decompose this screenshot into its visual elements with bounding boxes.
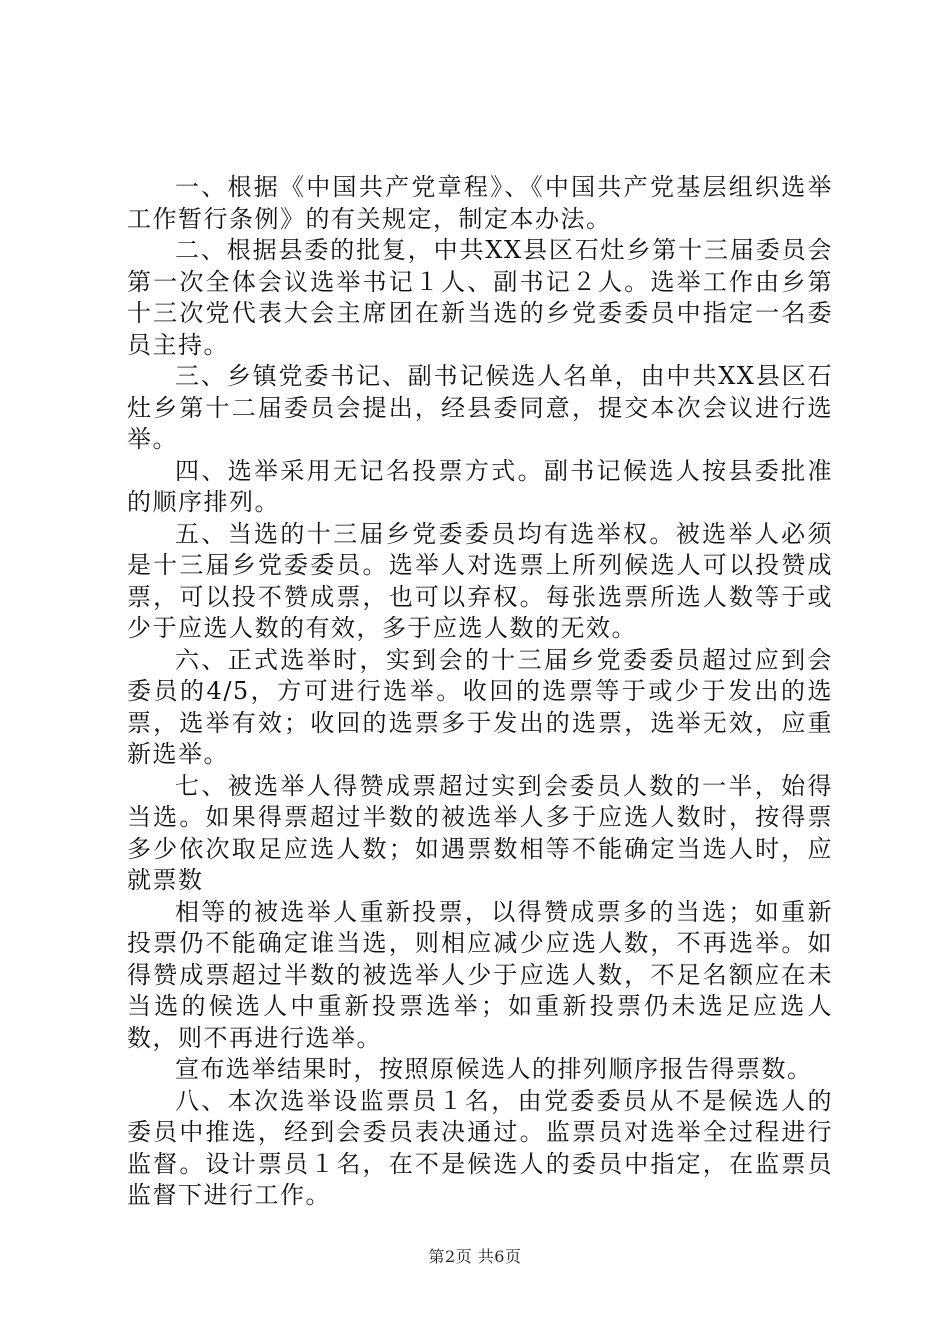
- paragraph-result-announcement: 宣布选举结果时，按照原候选人的排列顺序报告得票数。: [175, 1055, 813, 1083]
- paragraph-7-continued: 相等的被选举人重新投票，以得赞成票多的当选；如重新投票仍不能确定谁当选，则相应减少应选人数，不再选举。如得赞成票超过半数的被选举人少于应选人数，不足名额应在未当选的候选人中重新投票选举；如重新投票仍未选足应选人数，则不再进行选举。: [127, 897, 833, 1052]
- paragraph-2: 二、根据县委的批复，中共XX县区石灶乡第十三届委员会第一次全体会议选举书记１人、副书记２人。选举工作由乡第十三次党代表大会主席团在新当选的乡党委委员中指定一名委员主持。: [127, 236, 833, 359]
- document-body: [127, 172, 833, 1212]
- paragraph-3: 三、乡镇党委书记、副书记候选人名单，由中共XX县区石灶乡第十二届委员会提出，经县委同意，提交本次会议进行选举。: [127, 362, 833, 453]
- paragraph-6: 六、正式选举时，实到会的十三届乡党委委员超过应到会委员的4/5，方可进行选举。收回的选票等于或少于发出的选票，选举有效；收回的选票多于发出的选票，选举无效，应重新选举。: [127, 645, 833, 768]
- paragraph-4: 四、选举采用无记名投票方式。副书记候选人按县委批准的顺序排列。: [127, 456, 833, 516]
- paragraph-1: 一、根据《中国共产党章程》、《中国共产党基层组织选举工作暂行条例》的有关规定，制定本办法。: [127, 173, 833, 233]
- paragraph-5: 五、当选的十三届乡党委委员均有选举权。被选举人必须是十三届乡党委委员。选举人对选票上所列候选人可以投赞成票，可以投不赞成票，也可以弃权。每张选票所选人数等于或少于应选人数的有效，多于应选人数的无效。: [127, 519, 833, 642]
- paragraph-7: 七、被选举人得赞成票超过实到会委员人数的一半，始得当选。如果得票超过半数的被选举人多于应选人数时，按得票多少依次取足应选人数；如遇票数相等不能确定当选人时，应就票数: [127, 771, 833, 894]
- paragraph-8: 八、本次选举设监票员１名，由党委委员从不是候选人的委员中推选，经到会委员表决通过。监票员对选举全过程进行监督。设计票员１名，在不是候选人的委员中指定，在监票员监督下进行工作。: [127, 1086, 833, 1209]
- page-number-footer: 第2页 共6页: [428, 1247, 522, 1266]
